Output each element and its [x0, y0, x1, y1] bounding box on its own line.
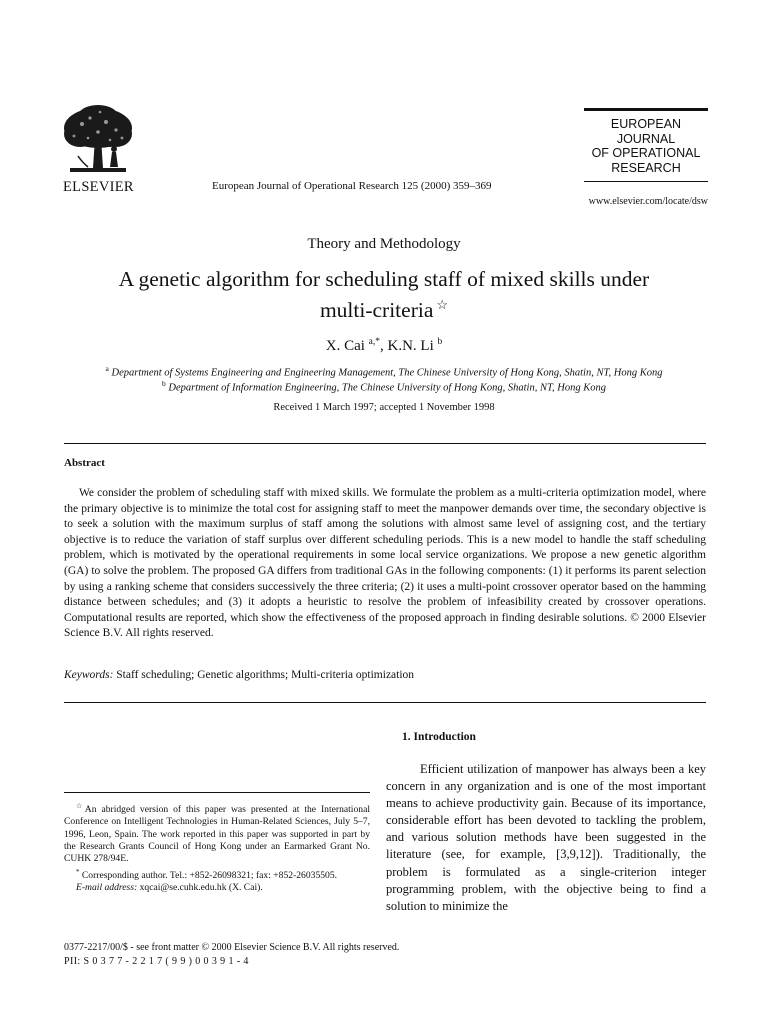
footnote-mark: *: [76, 867, 80, 876]
author-name: K.N. Li: [387, 338, 434, 354]
keywords-label: Keywords:: [64, 669, 114, 681]
copyright-line: 0377-2217/00/$ - see front matter © 2000 Elsevier Science B.V. All rights reserved.: [64, 942, 400, 953]
affiliation: [0, 379, 768, 394]
footnote-corresponding: [64, 866, 370, 882]
masthead-line: RESEARCH: [611, 160, 681, 175]
affiliation-text: Department of Information Engineering, The Chinese University of Hong Kong, Shatin, NT, Hong Kong: [168, 382, 606, 394]
publisher-name: ELSEVIER: [63, 179, 134, 195]
footnote-email: [64, 882, 370, 894]
footnote-text: Corresponding author. Tel.: +852-26098321; fax: +852-26035505.: [81, 869, 338, 881]
introduction-text: Efficient utilization of manpower has always been a key concern in any organization and is one of the most important means to achieve productivity gain. Because of its importance, considerable effort has been devoted to tackling the problem, and various solution methods have been suggested in the literature (see, for example, [3,9,12]). Traditionally, the problem is formulated as a single-criterion integer programming problem, with the objective being to find a solution to minimize the: [386, 762, 706, 913]
footnotes: [64, 800, 370, 894]
abstract-text: We consider the problem of scheduling staff with mixed skills. We formulate the problem as a multi-criteria optimization model, where the primary objective is to minimize the total cost for assigning staff to meet the manpower demands over time, the secondary objective is to seek a solution with the maximum surplus of staff among the solutions with almost same level of assigning cost, and the tertiary objective is to reduce the variation of staff surplus over different scheduling periods. This is a new model to handle the staff scheduling problem, which is motivated by the operational requirements in some local service organizations. We propose a new genetic algorithm (GA) to solve the problem. The proposed GA differs from traditional GAs in the following components: (1) it performs its parent selection by using a ranking scheme that considers successively the three criteria; (2) it uses a multi-point crossover operator based on the hamming distance between schedules; and (3) it adopts a heuristic to resolve the problem of infeasibility created by crossover operations. Computational results are reported, which show the effectiveness of the proposed approach in finding desirable solutions. © 2000 Elsevier Science B.V. All rights reserved.: [64, 487, 706, 640]
pii-line: PII: S 0 3 7 7 - 2 2 1 7 ( 9 9 ) 0 0 3 9 1 - 4: [64, 956, 249, 967]
journal-reference: European Journal of Operational Research 125 (2000) 359–369: [212, 180, 492, 192]
email-address[interactable]: xqcai@se.cuhk.edu.hk (X. Cai).: [137, 882, 263, 894]
affiliation-text: Department of Systems Engineering and Engineering Management, The Chinese University of Hong Kong, Shatin, NT, Hong Kong: [111, 367, 663, 379]
author-separator: ,: [380, 338, 388, 354]
affiliation-mark: b: [162, 379, 166, 388]
keywords: [64, 669, 414, 681]
divider: [64, 702, 706, 703]
paper-title: [80, 266, 688, 323]
title-line: A genetic algorithm for scheduling staff of mixed skills under: [118, 267, 650, 291]
footnote-star: [64, 800, 370, 866]
masthead-line: OF OPERATIONAL: [591, 146, 701, 160]
journal-url[interactable]: www.elsevier.com/locate/dsw: [588, 196, 708, 207]
divider: [64, 443, 706, 444]
masthead-line: JOURNAL: [616, 131, 676, 146]
title-line: multi-criteria: [319, 298, 434, 323]
masthead-bottom-rule: [584, 181, 708, 182]
email-label: E-mail address:: [76, 882, 138, 894]
journal-masthead: [584, 108, 708, 182]
masthead-line: EUROPEAN: [610, 117, 682, 131]
keywords-text: Staff scheduling; Genetic algorithms; Multi-criteria optimization: [113, 669, 415, 681]
footnote-star-icon: ☆: [76, 802, 85, 810]
masthead-top-rule: [584, 108, 708, 111]
author-affiliation-mark: b: [437, 337, 443, 347]
elsevier-tree-icon: [60, 104, 136, 176]
author-name: X. Cai: [325, 338, 365, 354]
footnote-text: An abridged version of this paper was presented at the International Conference on Intelligent Technologies in Human-Related Sciences, July 5–7, 1996, Leon, Spain. The work reported in this paper was supported in part by the Research Grants Council of Hong Kong under an Earmarked Grant No. CUHK 278/94E.: [64, 804, 370, 865]
author-list: [0, 337, 768, 355]
affiliation: [0, 364, 768, 379]
title-footnote-star-icon[interactable]: ☆: [436, 297, 449, 312]
abstract-heading: Abstract: [64, 457, 105, 469]
introduction-heading: 1. Introduction: [402, 731, 476, 743]
footnote-rule: [64, 792, 370, 793]
section-heading: Theory and Methodology: [307, 236, 461, 252]
author-affiliation-mark: a,*: [368, 337, 380, 347]
received-dates: Received 1 March 1997; accepted 1 November 1998: [273, 402, 495, 413]
affiliation-mark: a: [105, 364, 109, 373]
